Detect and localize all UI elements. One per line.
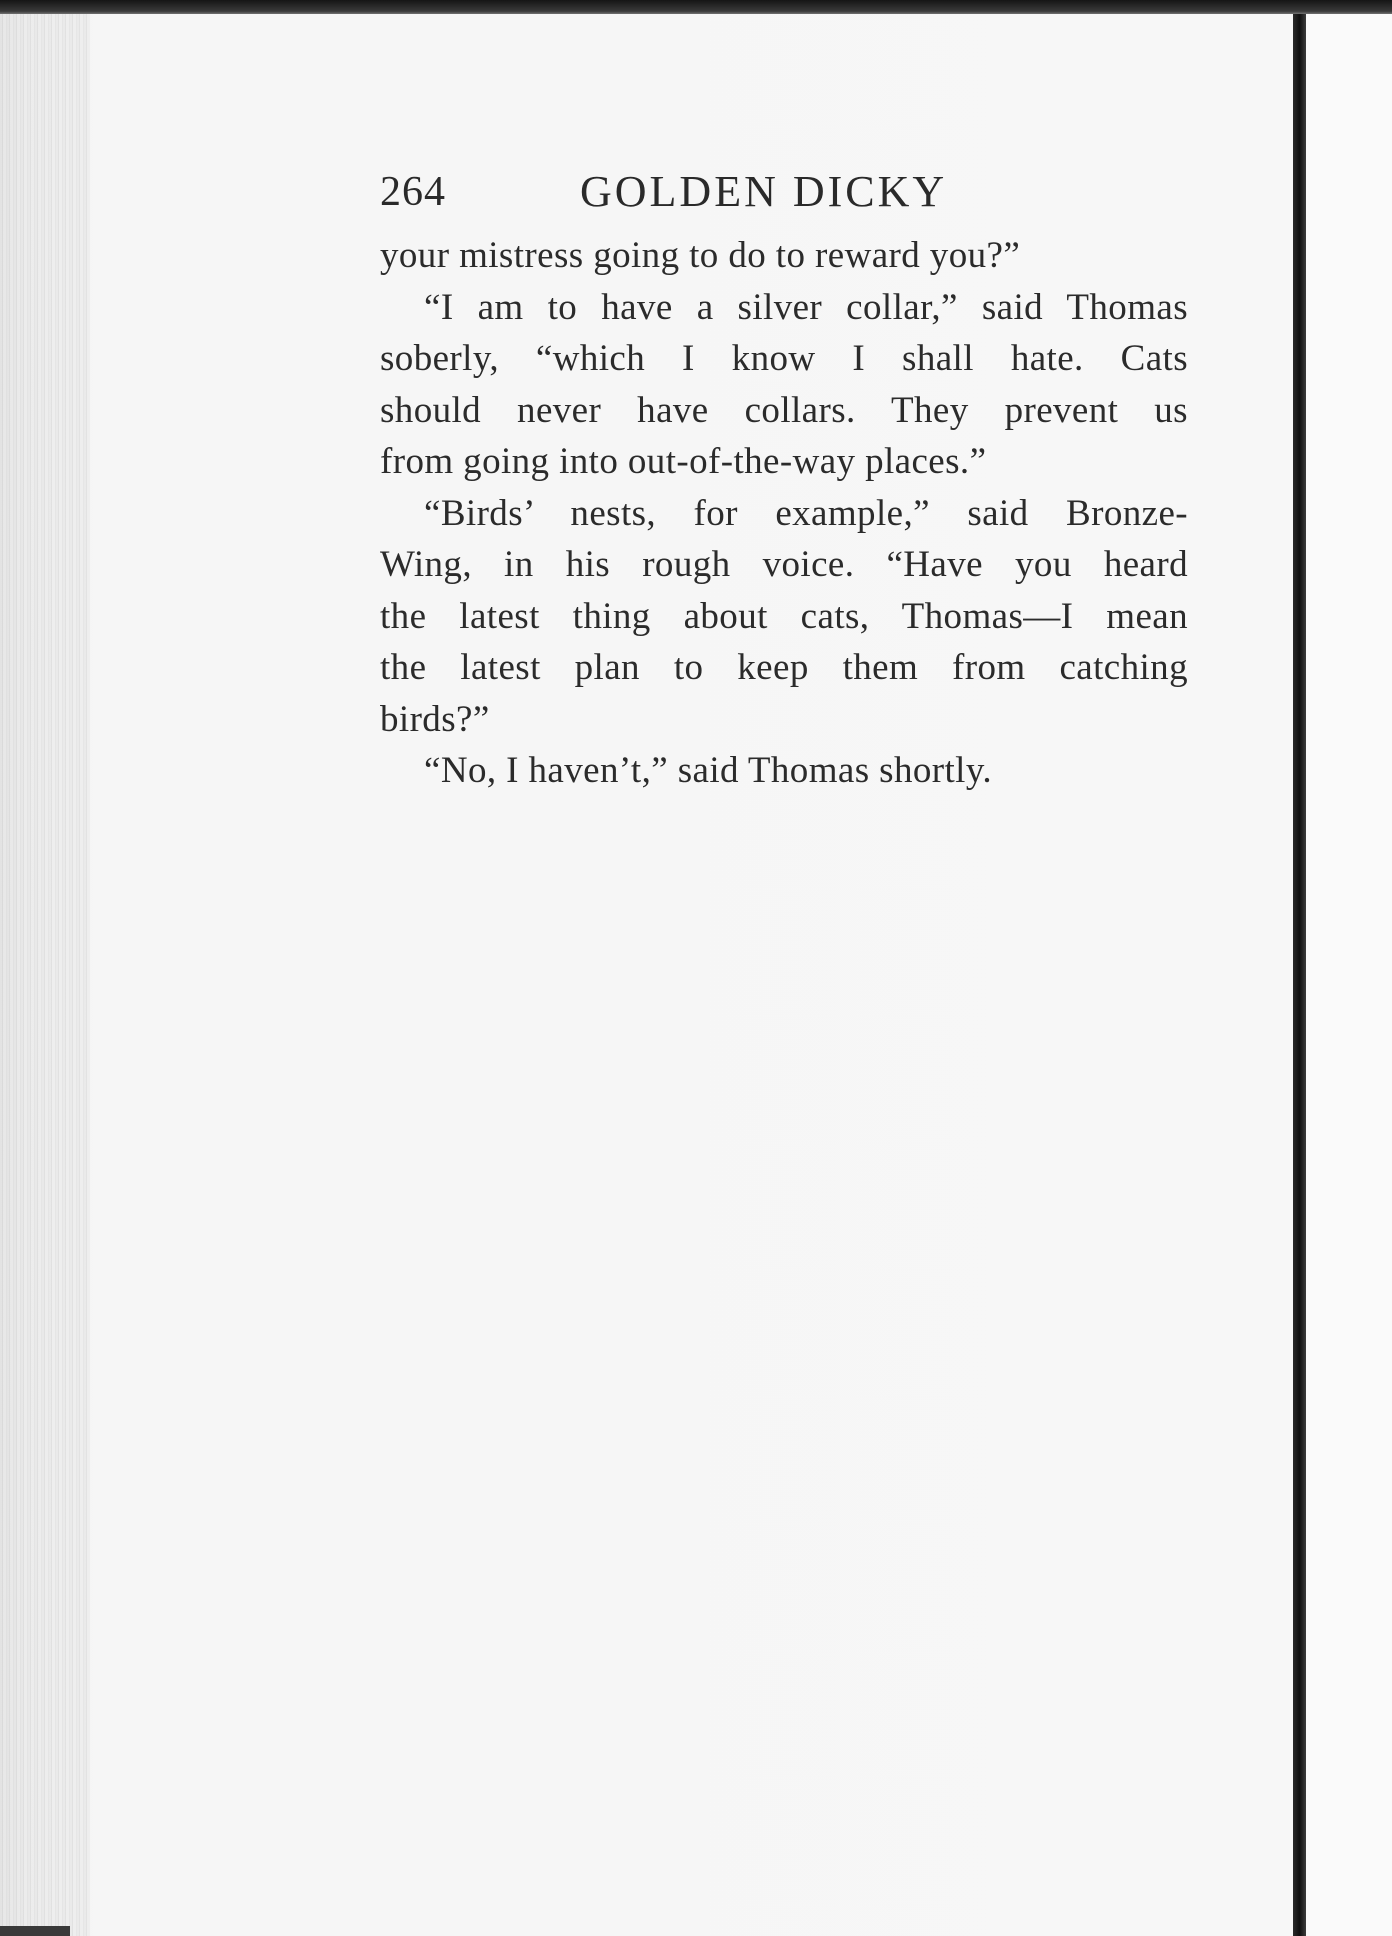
body-text — [380, 230, 1188, 797]
text-line: the latest thing about cats, Thomas—I mean — [380, 595, 1188, 637]
page-number: 264 — [380, 169, 446, 215]
text-line: from going into out-of-the-way places.” — [380, 441, 987, 482]
text-line: should never have collars. They prevent us — [380, 389, 1188, 431]
text-line: “I am to have a silver collar,” said Thomas — [424, 286, 1188, 328]
text-line: soberly, “which I know I shall hate. Cats — [380, 338, 1188, 379]
page-stack-edge — [0, 14, 90, 1936]
text-line: the latest plan to keep them from catching — [380, 647, 1188, 688]
text-block — [380, 160, 1188, 797]
running-title: GOLDEN DICKY — [580, 167, 948, 216]
facing-page-edge — [1306, 14, 1392, 1936]
text-line: “No, I haven’t,” said Thomas shortly. — [424, 750, 992, 791]
book-gutter-shadow — [1293, 14, 1306, 1936]
text-line: your mistress going to do to reward you?” — [380, 235, 1021, 276]
book-bottom-corner — [0, 1926, 70, 1936]
text-line: Wing, in his rough voice. “Have you heard — [380, 544, 1188, 585]
text-line: “Birds’ nests, for example,” said Bronze- — [424, 492, 1188, 534]
running-head — [380, 160, 1188, 230]
text-line: birds?” — [380, 698, 490, 740]
